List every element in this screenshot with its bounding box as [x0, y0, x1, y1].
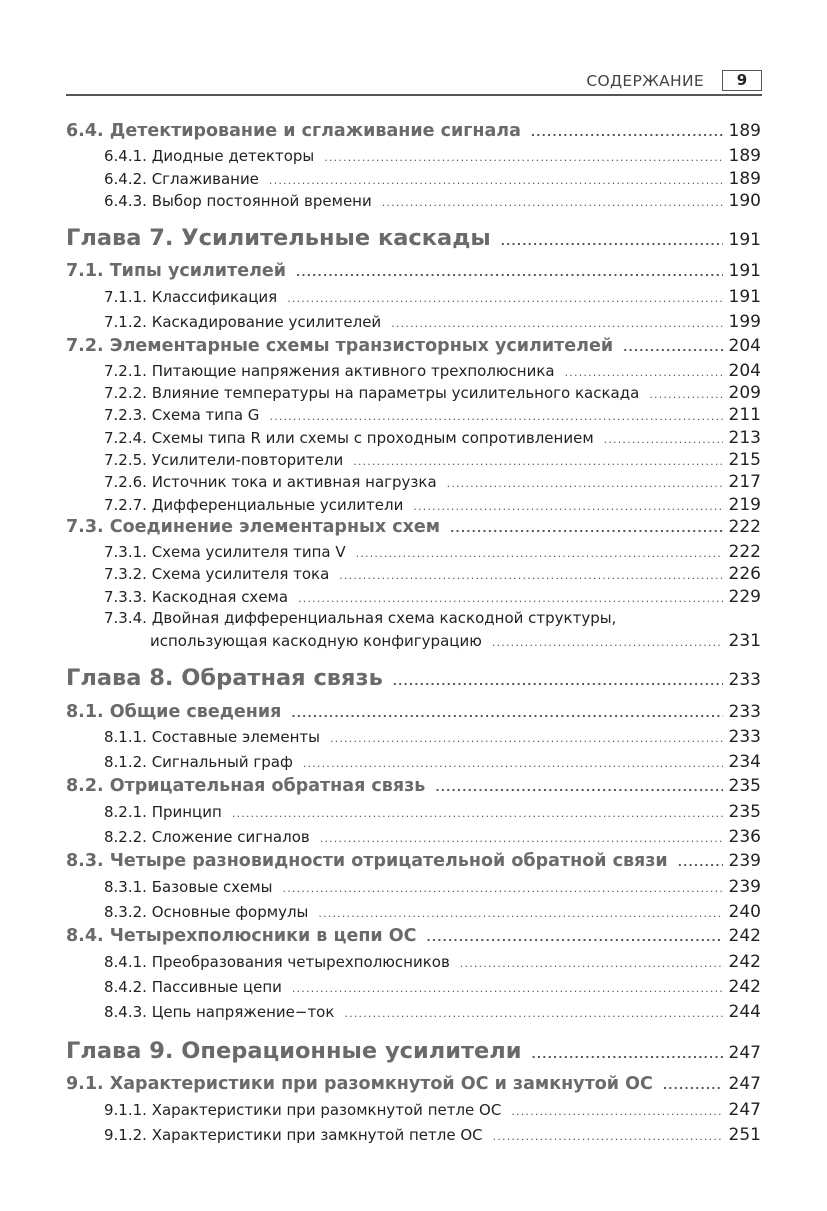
- dot-leader: [296, 266, 723, 279]
- toc-subsection: [104, 1100, 761, 1120]
- toc-entry-label: Глава 9. Операционные усилители: [66, 1038, 522, 1064]
- toc-entry-page: 219: [728, 495, 761, 515]
- toc-entry-page: 215: [728, 450, 761, 470]
- toc-entry-label: 8.1.1. Составные элементы: [104, 728, 320, 746]
- toc-entry-page: 189: [728, 169, 761, 189]
- dot-leader: [604, 433, 723, 446]
- toc-subsection: [104, 827, 761, 847]
- dot-leader: [353, 455, 722, 468]
- toc-entry-label: 7.2.4. Схемы типа R или схемы с проходным сопротивлением: [104, 429, 594, 447]
- dot-leader: [330, 732, 723, 745]
- toc-subsection: [104, 495, 761, 515]
- dot-leader: [678, 856, 723, 869]
- toc-entry-page: 240: [728, 902, 761, 922]
- dot-leader: [382, 196, 723, 209]
- toc-entry-label: 8.1.2. Сигнальный граф: [104, 753, 293, 771]
- toc-entry-page: 229: [728, 587, 761, 607]
- toc-entry-label: 9.1.2. Характеристики при замкнутой петле ОС: [104, 1126, 483, 1144]
- toc-entry-label: 8.1. Общие сведения: [66, 702, 282, 722]
- toc-subsection: [104, 472, 761, 492]
- toc-section: [66, 121, 761, 141]
- toc-entry-label: 7.2.5. Усилители-повторители: [104, 451, 344, 469]
- toc-entry-page: 235: [728, 802, 761, 822]
- toc-entry-page: 242: [728, 952, 761, 972]
- toc-entry-label: 7.3.3. Каскодная схема: [104, 588, 289, 606]
- toc-entry-page: 191: [728, 230, 761, 250]
- toc-subsection: [104, 902, 761, 922]
- toc-subsection: [104, 977, 761, 997]
- toc-entry-page: 217: [728, 472, 761, 492]
- toc-entry-label: 6.4.3. Выбор постоянной времени: [104, 192, 372, 210]
- toc-entry-label: 9.1.1. Характеристики при разомкнутой петле ОС: [104, 1101, 502, 1119]
- toc-entry-page: 242: [728, 977, 761, 997]
- toc-subsection: [104, 450, 761, 470]
- dot-leader: [426, 931, 722, 944]
- toc-subsection: [104, 383, 761, 403]
- toc-entry-label: 8.2.1. Принцип: [104, 803, 222, 821]
- toc-section: [66, 702, 761, 722]
- toc-subsection: [104, 146, 761, 166]
- toc-subsection: [104, 361, 761, 381]
- dot-leader: [393, 675, 723, 688]
- toc-entry-page: 190: [728, 191, 761, 211]
- toc-entry-page: 239: [728, 851, 761, 871]
- toc-entry-label: 8.2. Отрицательная обратная связь: [66, 776, 426, 796]
- toc-subsection: [104, 191, 761, 211]
- dot-leader: [391, 317, 722, 330]
- toc-entry-page: 211: [728, 405, 761, 425]
- toc-entry-label: Глава 8. Обратная связь: [66, 665, 383, 691]
- toc-entry-page: 247: [728, 1100, 761, 1120]
- toc-section: [66, 1074, 761, 1094]
- toc-entry-label: 7.1. Типы усилителей: [66, 261, 287, 281]
- toc-entry-label: 6.4.1. Диодные детекторы: [104, 147, 315, 165]
- toc-entry-label: 7.1.1. Классификация: [104, 288, 278, 306]
- toc-entry-page: 222: [728, 542, 761, 562]
- dot-leader: [447, 477, 723, 490]
- toc-section: [66, 851, 761, 871]
- toc-entry-page: 222: [728, 517, 761, 537]
- toc-entry-label: Глава 7. Усилительные каскады: [66, 225, 491, 251]
- toc-entry-label: 7.2.3. Схема типа G: [104, 406, 260, 424]
- toc-entry-label: 7.2.7. Дифференциальные усилители: [104, 496, 404, 514]
- toc-entry-label: 7.3.1. Схема усилителя типа V: [104, 543, 346, 561]
- toc-entry-page: 235: [728, 776, 761, 796]
- toc-subsection: [104, 752, 761, 772]
- dot-leader: [511, 1105, 722, 1118]
- dot-leader: [492, 636, 723, 649]
- toc-entry-page: 239: [728, 877, 761, 897]
- toc-chapter: [66, 1038, 761, 1064]
- toc-entry-page: 191: [728, 261, 761, 281]
- dot-leader: [450, 522, 722, 535]
- toc-subsection: [104, 802, 761, 822]
- dot-leader: [318, 907, 722, 920]
- dot-leader: [356, 547, 723, 560]
- toc-entry-page: 236: [728, 827, 761, 847]
- toc-entry-page: 226: [728, 564, 761, 584]
- toc-subsection: [150, 631, 761, 651]
- toc-entry-label: 7.3.4. Двойная дифференциальная схема каскодной структуры,: [104, 609, 617, 627]
- toc-entry-page: 233: [728, 670, 761, 690]
- toc-section: [66, 336, 761, 356]
- toc-section: [66, 776, 761, 796]
- dot-leader: [460, 957, 723, 970]
- dot-leader: [269, 174, 723, 187]
- toc-entry-label: 8.3.1. Базовые схемы: [104, 878, 273, 896]
- toc-subsection: [104, 1125, 761, 1145]
- toc-entry-page: 233: [728, 727, 761, 747]
- dot-leader: [320, 832, 723, 845]
- toc-subsection: [104, 727, 761, 747]
- dot-leader: [298, 592, 722, 605]
- toc-subsection: [104, 542, 761, 562]
- dot-leader: [649, 388, 722, 401]
- dot-leader: [435, 781, 722, 794]
- toc-entry-page: 189: [728, 121, 761, 141]
- toc-chapter: [66, 225, 761, 251]
- toc-entry-page: 234: [728, 752, 761, 772]
- toc-entry-page: 199: [728, 312, 761, 332]
- toc-entry-page: 204: [728, 336, 761, 356]
- toc-entry-label: 8.3.2. Основные формулы: [104, 903, 309, 921]
- dot-leader: [663, 1079, 723, 1092]
- toc-entry-page: 251: [728, 1125, 761, 1145]
- dot-leader: [493, 1130, 723, 1143]
- toc-entry-label: 8.2.2. Сложение сигналов: [104, 828, 310, 846]
- toc-entry-label: 7.2.6. Источник тока и активная нагрузка: [104, 473, 437, 491]
- toc-subsection: [104, 405, 761, 425]
- page-number: 9: [722, 70, 762, 91]
- toc-entry-label: 7.3. Соединение элементарных схем: [66, 517, 441, 537]
- toc-subsection: [104, 877, 761, 897]
- toc-entry-label: 7.2.2. Влияние температуры на параметры усилительного каскада: [104, 384, 640, 402]
- toc-entry-label: 7.1.2. Каскадирование усилителей: [104, 313, 382, 331]
- running-title: СОДЕРЖАНИЕ: [586, 72, 704, 90]
- dot-leader: [501, 235, 723, 248]
- dot-leader: [292, 982, 723, 995]
- toc-entry-page: 213: [728, 428, 761, 448]
- toc-entry-page: 191: [728, 287, 761, 307]
- dot-leader: [283, 882, 723, 895]
- toc-subsection: [104, 564, 761, 584]
- toc-entry-page: 242: [728, 926, 761, 946]
- dot-leader: [287, 292, 722, 305]
- toc-entry-page: 247: [728, 1074, 761, 1094]
- toc-entry-label: 8.4.2. Пассивные цепи: [104, 978, 282, 996]
- toc-entry-label: 6.4.2. Сглаживание: [104, 170, 259, 188]
- toc-entry-page: 233: [728, 702, 761, 722]
- toc-entry-label-cont: использующая каскодную конфигурацию: [150, 632, 482, 650]
- toc-chapter: [66, 665, 761, 691]
- toc-entry-page: 231: [728, 631, 761, 651]
- dot-leader: [303, 757, 723, 770]
- toc-subsection: [104, 287, 761, 307]
- toc-subsection: [104, 952, 761, 972]
- dot-leader: [344, 1007, 722, 1020]
- dot-leader: [531, 126, 723, 139]
- toc-section: [66, 517, 761, 537]
- toc-entry-label: 9.1. Характеристики при разомкнутой ОС и замкнутой ОС: [66, 1074, 653, 1094]
- toc-entry-page: 244: [728, 1002, 761, 1022]
- toc-section: [66, 261, 761, 281]
- dot-leader: [532, 1048, 723, 1061]
- toc-entry-label: 8.3. Четыре разновидности отрицательной обратной связи: [66, 851, 668, 871]
- dot-leader: [623, 341, 722, 354]
- dot-leader: [291, 707, 722, 720]
- toc-entry-label: 6.4. Детектирование и сглаживание сигнала: [66, 121, 521, 141]
- toc-entry-page: 204: [728, 361, 761, 381]
- toc-subsection: [104, 169, 761, 189]
- dot-leader: [413, 500, 722, 513]
- toc-entry-label: 8.4.3. Цепь напряжение−ток: [104, 1003, 335, 1021]
- dot-leader: [269, 410, 722, 423]
- toc-entry-page: 209: [728, 383, 761, 403]
- dot-leader: [565, 366, 723, 379]
- toc-subsection: [104, 312, 761, 332]
- dot-leader: [339, 569, 722, 582]
- dot-leader: [232, 807, 723, 820]
- toc-entry-label: 8.4. Четырехполюсники в цепи ОС: [66, 926, 417, 946]
- toc-subsection: [104, 587, 761, 607]
- toc-entry-label: 7.2.1. Питающие напряжения активного трехполюсника: [104, 362, 555, 380]
- toc-entry-label: 7.2. Элементарные схемы транзисторных усилителей: [66, 336, 614, 356]
- toc-entry-page: 189: [728, 146, 761, 166]
- toc-subsection: [104, 428, 761, 448]
- toc-entry-label: 7.3.2. Схема усилителя тока: [104, 565, 330, 583]
- toc-entry-label: 8.4.1. Преобразования четырехполюсников: [104, 953, 450, 971]
- dot-leader: [324, 151, 722, 164]
- toc-entry-page: 247: [728, 1043, 761, 1063]
- toc-subsection: [104, 1002, 761, 1022]
- toc-section: [66, 926, 761, 946]
